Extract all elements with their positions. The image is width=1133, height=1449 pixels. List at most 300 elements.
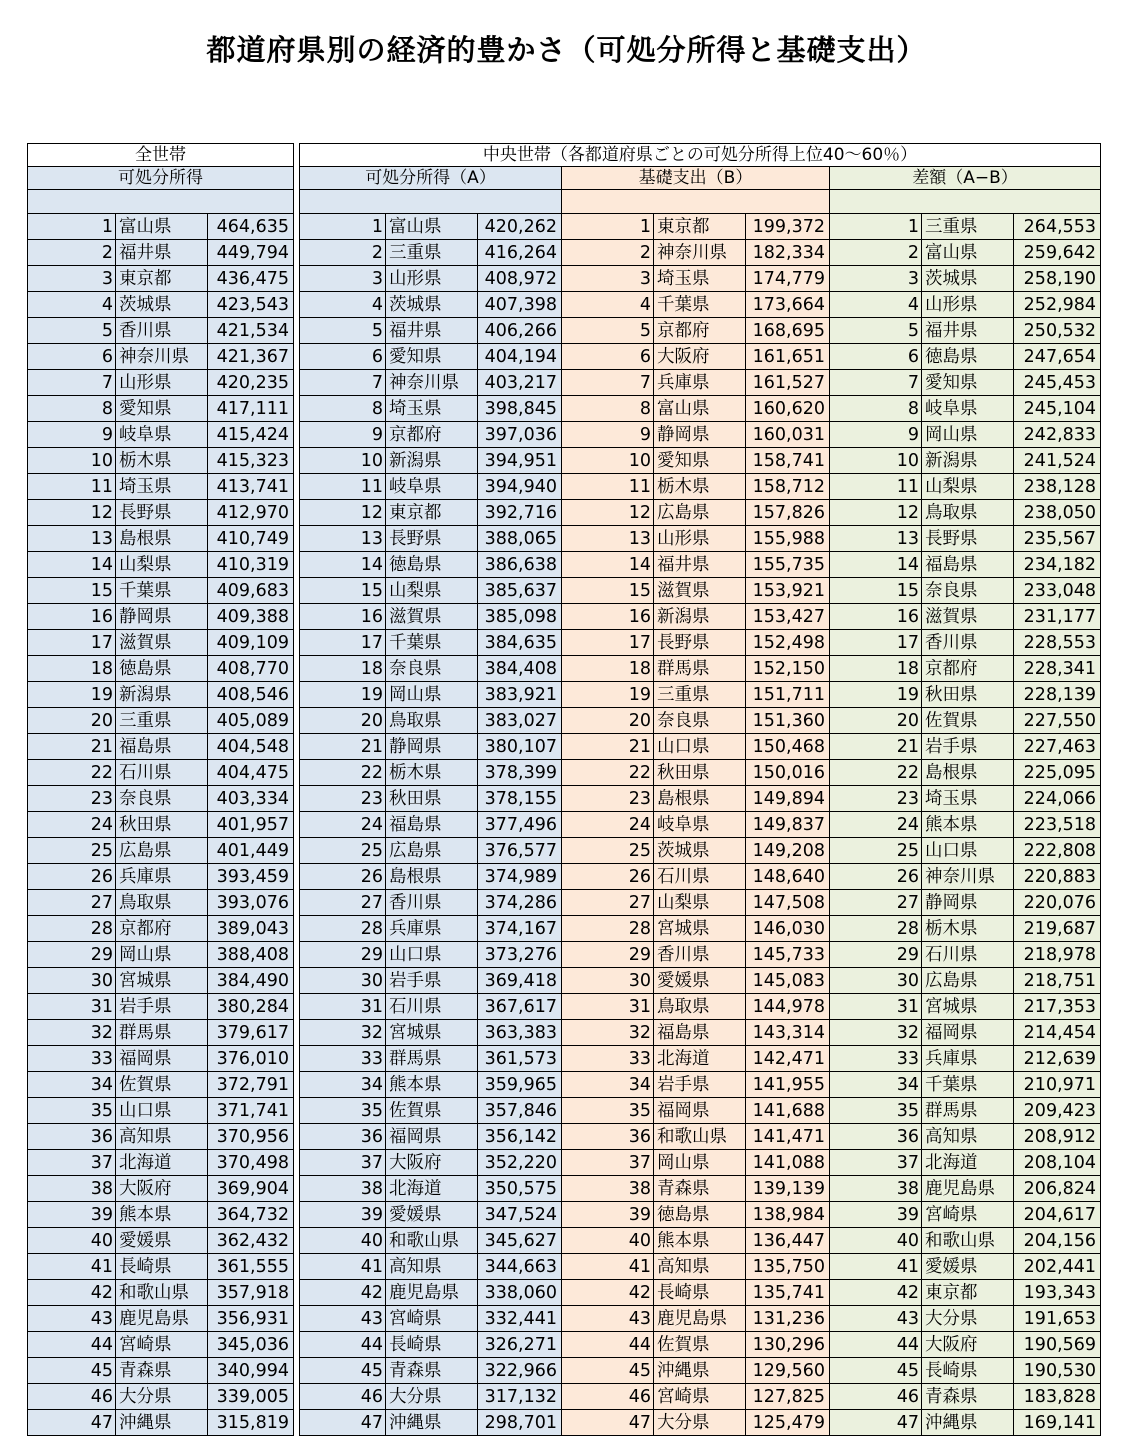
basic-expense-rank-cell: 30: [562, 968, 654, 994]
all-income-prefecture-cell: 静岡県: [116, 604, 208, 630]
mid-income-prefecture-cell: 岡山県: [386, 682, 478, 708]
all-income-prefecture-cell: 山梨県: [116, 552, 208, 578]
difference-rank-cell: 33: [830, 1046, 922, 1072]
mid-income-value-cell: 332,441: [478, 1306, 562, 1332]
mid-income-value-cell: 378,155: [478, 786, 562, 812]
mid-income-prefecture-cell: 京都府: [386, 422, 478, 448]
basic-expense-value-cell: 161,651: [746, 344, 830, 370]
basic-expense-prefecture-cell: 神奈川県: [654, 240, 746, 266]
difference-rank-cell: 24: [830, 812, 922, 838]
difference-value-cell: 233,048: [1014, 578, 1101, 604]
difference-value-cell: 227,550: [1014, 708, 1101, 734]
mid-income-value-cell: 407,398: [478, 292, 562, 318]
basic-expense-value-cell: 157,826: [746, 500, 830, 526]
mid-income-rank-cell: 2: [300, 240, 386, 266]
basic-expense-prefecture-cell: 群馬県: [654, 656, 746, 682]
mid-income-value-cell: 420,262: [478, 214, 562, 240]
difference-value-cell: 247,654: [1014, 344, 1101, 370]
difference-prefecture-cell: 岩手県: [922, 734, 1014, 760]
basic-expense-value-cell: 142,471: [746, 1046, 830, 1072]
mid-income-prefecture-cell: 愛知県: [386, 344, 478, 370]
all-income-rank-cell: 5: [28, 318, 116, 344]
basic-expense-prefecture-cell: 栃木県: [654, 474, 746, 500]
table-row: [28, 1020, 1101, 1046]
basic-expense-value-cell: 168,695: [746, 318, 830, 344]
difference-prefecture-cell: 群馬県: [922, 1098, 1014, 1124]
all-income-value-cell: 410,319: [208, 552, 294, 578]
difference-value-cell: 228,553: [1014, 630, 1101, 656]
all-income-value-cell: 389,043: [208, 916, 294, 942]
basic-expense-value-cell: 160,620: [746, 396, 830, 422]
header-middle-households: 中央世帯（各都道府県ごとの可処分所得上位40～60％）: [300, 144, 1101, 167]
mid-income-value-cell: 374,989: [478, 864, 562, 890]
table-row: [28, 1410, 1101, 1436]
all-income-prefecture-cell: 富山県: [116, 214, 208, 240]
basic-expense-value-cell: 148,640: [746, 864, 830, 890]
mid-income-value-cell: 352,220: [478, 1150, 562, 1176]
basic-expense-rank-cell: 9: [562, 422, 654, 448]
all-income-rank-cell: 19: [28, 682, 116, 708]
difference-rank-cell: 42: [830, 1280, 922, 1306]
difference-value-cell: 245,104: [1014, 396, 1101, 422]
all-income-value-cell: 410,749: [208, 526, 294, 552]
basic-expense-value-cell: 155,988: [746, 526, 830, 552]
basic-expense-rank-cell: 2: [562, 240, 654, 266]
difference-rank-cell: 46: [830, 1384, 922, 1410]
table-row: [28, 1176, 1101, 1202]
basic-expense-rank-cell: 16: [562, 604, 654, 630]
basic-expense-value-cell: 173,664: [746, 292, 830, 318]
mid-income-value-cell: 384,408: [478, 656, 562, 682]
mid-income-rank-cell: 12: [300, 500, 386, 526]
mid-income-rank-cell: 21: [300, 734, 386, 760]
mid-income-value-cell: 345,627: [478, 1228, 562, 1254]
difference-value-cell: 206,824: [1014, 1176, 1101, 1202]
page-title: 都道府県別の経済的豊かさ（可処分所得と基礎支出）: [206, 33, 927, 67]
mid-income-rank-cell: 35: [300, 1098, 386, 1124]
mid-income-value-cell: 367,617: [478, 994, 562, 1020]
mid-income-prefecture-cell: 奈良県: [386, 656, 478, 682]
mid-income-prefecture-cell: 秋田県: [386, 786, 478, 812]
mid-income-prefecture-cell: 鳥取県: [386, 708, 478, 734]
mid-income-rank-cell: 8: [300, 396, 386, 422]
mid-income-prefecture-cell: 長崎県: [386, 1332, 478, 1358]
difference-rank-cell: 40: [830, 1228, 922, 1254]
all-income-value-cell: 449,794: [208, 240, 294, 266]
difference-value-cell: 209,423: [1014, 1098, 1101, 1124]
all-income-prefecture-cell: 奈良県: [116, 786, 208, 812]
all-income-value-cell: 370,956: [208, 1124, 294, 1150]
basic-expense-rank-cell: 22: [562, 760, 654, 786]
mid-income-rank-cell: 26: [300, 864, 386, 890]
difference-prefecture-cell: 愛媛県: [922, 1254, 1014, 1280]
mid-income-rank-cell: 44: [300, 1332, 386, 1358]
mid-income-rank-cell: 7: [300, 370, 386, 396]
mid-income-value-cell: 298,701: [478, 1410, 562, 1436]
mid-income-prefecture-cell: 滋賀県: [386, 604, 478, 630]
basic-expense-rank-cell: 13: [562, 526, 654, 552]
difference-rank-cell: 1: [830, 214, 922, 240]
table-row: [28, 396, 1101, 422]
basic-expense-value-cell: 130,296: [746, 1332, 830, 1358]
mid-income-value-cell: 357,846: [478, 1098, 562, 1124]
difference-prefecture-cell: 富山県: [922, 240, 1014, 266]
basic-expense-value-cell: 146,030: [746, 916, 830, 942]
mid-income-rank-cell: 22: [300, 760, 386, 786]
spacer-cell: [28, 190, 294, 214]
basic-expense-prefecture-cell: 宮城県: [654, 916, 746, 942]
all-income-rank-cell: 41: [28, 1254, 116, 1280]
difference-rank-cell: 23: [830, 786, 922, 812]
basic-expense-prefecture-cell: 兵庫県: [654, 370, 746, 396]
difference-value-cell: 222,808: [1014, 838, 1101, 864]
mid-income-value-cell: 369,418: [478, 968, 562, 994]
mid-income-rank-cell: 36: [300, 1124, 386, 1150]
all-income-rank-cell: 15: [28, 578, 116, 604]
all-income-rank-cell: 26: [28, 864, 116, 890]
mid-income-prefecture-cell: 鹿児島県: [386, 1280, 478, 1306]
basic-expense-prefecture-cell: 岩手県: [654, 1072, 746, 1098]
all-income-prefecture-cell: 鳥取県: [116, 890, 208, 916]
mid-income-prefecture-cell: 長野県: [386, 526, 478, 552]
all-income-rank-cell: 32: [28, 1020, 116, 1046]
header-difference: 差額（A−B）: [830, 167, 1101, 190]
basic-expense-value-cell: 150,016: [746, 760, 830, 786]
difference-prefecture-cell: 鳥取県: [922, 500, 1014, 526]
mid-income-prefecture-cell: 山形県: [386, 266, 478, 292]
basic-expense-rank-cell: 31: [562, 994, 654, 1020]
all-income-rank-cell: 3: [28, 266, 116, 292]
mid-income-value-cell: 403,217: [478, 370, 562, 396]
difference-rank-cell: 41: [830, 1254, 922, 1280]
mid-income-value-cell: 350,575: [478, 1176, 562, 1202]
basic-expense-value-cell: 144,978: [746, 994, 830, 1020]
basic-expense-prefecture-cell: 石川県: [654, 864, 746, 890]
basic-expense-rank-cell: 42: [562, 1280, 654, 1306]
all-income-value-cell: 345,036: [208, 1332, 294, 1358]
basic-expense-rank-cell: 23: [562, 786, 654, 812]
difference-rank-cell: 2: [830, 240, 922, 266]
difference-prefecture-cell: 鹿児島県: [922, 1176, 1014, 1202]
difference-rank-cell: 34: [830, 1072, 922, 1098]
table-row: [28, 240, 1101, 266]
basic-expense-rank-cell: 5: [562, 318, 654, 344]
all-income-rank-cell: 14: [28, 552, 116, 578]
difference-value-cell: 231,177: [1014, 604, 1101, 630]
basic-expense-rank-cell: 43: [562, 1306, 654, 1332]
difference-rank-cell: 43: [830, 1306, 922, 1332]
mid-income-value-cell: 398,845: [478, 396, 562, 422]
difference-prefecture-cell: 宮崎県: [922, 1202, 1014, 1228]
all-income-value-cell: 408,546: [208, 682, 294, 708]
table-row: [28, 786, 1101, 812]
mid-income-rank-cell: 15: [300, 578, 386, 604]
difference-rank-cell: 30: [830, 968, 922, 994]
table-row: [28, 890, 1101, 916]
mid-income-rank-cell: 16: [300, 604, 386, 630]
mid-income-value-cell: 383,027: [478, 708, 562, 734]
mid-income-prefecture-cell: 島根県: [386, 864, 478, 890]
mid-income-value-cell: 416,264: [478, 240, 562, 266]
difference-value-cell: 235,567: [1014, 526, 1101, 552]
mid-income-prefecture-cell: 沖縄県: [386, 1410, 478, 1436]
basic-expense-prefecture-cell: 鹿児島県: [654, 1306, 746, 1332]
all-income-value-cell: 413,741: [208, 474, 294, 500]
difference-value-cell: 208,104: [1014, 1150, 1101, 1176]
difference-rank-cell: 25: [830, 838, 922, 864]
difference-value-cell: 252,984: [1014, 292, 1101, 318]
all-income-value-cell: 357,918: [208, 1280, 294, 1306]
difference-value-cell: 223,518: [1014, 812, 1101, 838]
all-income-rank-cell: 46: [28, 1384, 116, 1410]
difference-rank-cell: 38: [830, 1176, 922, 1202]
difference-prefecture-cell: 兵庫県: [922, 1046, 1014, 1072]
difference-value-cell: 169,141: [1014, 1410, 1101, 1436]
all-income-rank-cell: 29: [28, 942, 116, 968]
difference-prefecture-cell: 栃木県: [922, 916, 1014, 942]
mid-income-rank-cell: 10: [300, 448, 386, 474]
basic-expense-value-cell: 129,560: [746, 1358, 830, 1384]
basic-expense-rank-cell: 7: [562, 370, 654, 396]
basic-expense-value-cell: 149,208: [746, 838, 830, 864]
difference-value-cell: 218,978: [1014, 942, 1101, 968]
table-row: [28, 1306, 1101, 1332]
all-income-value-cell: 370,498: [208, 1150, 294, 1176]
difference-rank-cell: 19: [830, 682, 922, 708]
basic-expense-prefecture-cell: 新潟県: [654, 604, 746, 630]
difference-value-cell: 238,050: [1014, 500, 1101, 526]
ranking-table: [27, 143, 1101, 1436]
mid-income-rank-cell: 11: [300, 474, 386, 500]
all-income-rank-cell: 40: [28, 1228, 116, 1254]
all-income-prefecture-cell: 徳島県: [116, 656, 208, 682]
basic-expense-rank-cell: 37: [562, 1150, 654, 1176]
mid-income-rank-cell: 31: [300, 994, 386, 1020]
ranking-rows: [28, 214, 1101, 1436]
mid-income-value-cell: 376,577: [478, 838, 562, 864]
basic-expense-value-cell: 153,427: [746, 604, 830, 630]
basic-expense-prefecture-cell: 青森県: [654, 1176, 746, 1202]
basic-expense-rank-cell: 44: [562, 1332, 654, 1358]
basic-expense-prefecture-cell: 島根県: [654, 786, 746, 812]
difference-rank-cell: 27: [830, 890, 922, 916]
basic-expense-prefecture-cell: 茨城県: [654, 838, 746, 864]
mid-income-rank-cell: 23: [300, 786, 386, 812]
all-income-value-cell: 408,770: [208, 656, 294, 682]
mid-income-value-cell: 344,663: [478, 1254, 562, 1280]
mid-income-prefecture-cell: 栃木県: [386, 760, 478, 786]
difference-prefecture-cell: 京都府: [922, 656, 1014, 682]
table-row: [28, 708, 1101, 734]
all-income-prefecture-cell: 群馬県: [116, 1020, 208, 1046]
difference-value-cell: 259,642: [1014, 240, 1101, 266]
table-row: [28, 760, 1101, 786]
all-income-value-cell: 404,475: [208, 760, 294, 786]
all-income-prefecture-cell: 広島県: [116, 838, 208, 864]
mid-income-value-cell: 356,142: [478, 1124, 562, 1150]
all-income-rank-cell: 27: [28, 890, 116, 916]
all-income-rank-cell: 31: [28, 994, 116, 1020]
difference-rank-cell: 13: [830, 526, 922, 552]
basic-expense-value-cell: 141,955: [746, 1072, 830, 1098]
table-row: [28, 344, 1101, 370]
basic-expense-rank-cell: 26: [562, 864, 654, 890]
all-income-prefecture-cell: 香川県: [116, 318, 208, 344]
all-income-value-cell: 415,323: [208, 448, 294, 474]
mid-income-value-cell: 373,276: [478, 942, 562, 968]
basic-expense-rank-cell: 40: [562, 1228, 654, 1254]
table-row: [28, 682, 1101, 708]
mid-income-value-cell: 380,107: [478, 734, 562, 760]
mid-income-prefecture-cell: 山梨県: [386, 578, 478, 604]
all-income-rank-cell: 13: [28, 526, 116, 552]
all-income-rank-cell: 22: [28, 760, 116, 786]
table-row: [28, 1072, 1101, 1098]
basic-expense-value-cell: 152,150: [746, 656, 830, 682]
all-income-value-cell: 364,732: [208, 1202, 294, 1228]
mid-income-value-cell: 377,496: [478, 812, 562, 838]
basic-expense-value-cell: 135,741: [746, 1280, 830, 1306]
all-income-rank-cell: 30: [28, 968, 116, 994]
basic-expense-value-cell: 145,083: [746, 968, 830, 994]
difference-prefecture-cell: 山形県: [922, 292, 1014, 318]
all-income-prefecture-cell: 大阪府: [116, 1176, 208, 1202]
all-income-rank-cell: 9: [28, 422, 116, 448]
basic-expense-value-cell: 131,236: [746, 1306, 830, 1332]
basic-expense-value-cell: 127,825: [746, 1384, 830, 1410]
all-income-prefecture-cell: 佐賀県: [116, 1072, 208, 1098]
mid-income-rank-cell: 1: [300, 214, 386, 240]
all-income-value-cell: 415,424: [208, 422, 294, 448]
all-income-rank-cell: 21: [28, 734, 116, 760]
difference-prefecture-cell: 青森県: [922, 1384, 1014, 1410]
basic-expense-rank-cell: 1: [562, 214, 654, 240]
table-row: [28, 422, 1101, 448]
basic-expense-prefecture-cell: 奈良県: [654, 708, 746, 734]
all-income-value-cell: 404,548: [208, 734, 294, 760]
all-income-rank-cell: 2: [28, 240, 116, 266]
basic-expense-rank-cell: 45: [562, 1358, 654, 1384]
mid-income-prefecture-cell: 福岡県: [386, 1124, 478, 1150]
difference-value-cell: 245,453: [1014, 370, 1101, 396]
all-income-prefecture-cell: 岩手県: [116, 994, 208, 1020]
difference-prefecture-cell: 徳島県: [922, 344, 1014, 370]
basic-expense-prefecture-cell: 和歌山県: [654, 1124, 746, 1150]
difference-rank-cell: 9: [830, 422, 922, 448]
all-income-value-cell: 340,994: [208, 1358, 294, 1384]
mid-income-value-cell: 404,194: [478, 344, 562, 370]
basic-expense-prefecture-cell: 佐賀県: [654, 1332, 746, 1358]
all-income-value-cell: 409,388: [208, 604, 294, 630]
basic-expense-prefecture-cell: 埼玉県: [654, 266, 746, 292]
difference-prefecture-cell: 愛知県: [922, 370, 1014, 396]
all-income-prefecture-cell: 茨城県: [116, 292, 208, 318]
difference-rank-cell: 15: [830, 578, 922, 604]
difference-rank-cell: 21: [830, 734, 922, 760]
basic-expense-value-cell: 199,372: [746, 214, 830, 240]
basic-expense-rank-cell: 4: [562, 292, 654, 318]
table-row: [28, 318, 1101, 344]
difference-prefecture-cell: 神奈川県: [922, 864, 1014, 890]
mid-income-rank-cell: 34: [300, 1072, 386, 1098]
mid-income-prefecture-cell: 埼玉県: [386, 396, 478, 422]
difference-value-cell: 183,828: [1014, 1384, 1101, 1410]
basic-expense-rank-cell: 32: [562, 1020, 654, 1046]
mid-income-value-cell: 406,266: [478, 318, 562, 344]
difference-prefecture-cell: 沖縄県: [922, 1410, 1014, 1436]
difference-rank-cell: 6: [830, 344, 922, 370]
basic-expense-value-cell: 158,712: [746, 474, 830, 500]
table-row: [28, 1202, 1101, 1228]
all-income-prefecture-cell: 山形県: [116, 370, 208, 396]
difference-rank-cell: 11: [830, 474, 922, 500]
mid-income-rank-cell: 27: [300, 890, 386, 916]
all-income-value-cell: 315,819: [208, 1410, 294, 1436]
difference-value-cell: 210,971: [1014, 1072, 1101, 1098]
mid-income-prefecture-cell: 福井県: [386, 318, 478, 344]
all-income-rank-cell: 44: [28, 1332, 116, 1358]
table-row: [28, 838, 1101, 864]
all-income-rank-cell: 12: [28, 500, 116, 526]
all-income-value-cell: 393,076: [208, 890, 294, 916]
difference-rank-cell: 16: [830, 604, 922, 630]
all-income-rank-cell: 28: [28, 916, 116, 942]
mid-income-value-cell: 408,972: [478, 266, 562, 292]
difference-value-cell: 218,751: [1014, 968, 1101, 994]
difference-rank-cell: 20: [830, 708, 922, 734]
all-income-rank-cell: 43: [28, 1306, 116, 1332]
difference-rank-cell: 5: [830, 318, 922, 344]
all-income-value-cell: 361,555: [208, 1254, 294, 1280]
basic-expense-rank-cell: 25: [562, 838, 654, 864]
basic-expense-value-cell: 147,508: [746, 890, 830, 916]
difference-prefecture-cell: 千葉県: [922, 1072, 1014, 1098]
basic-expense-prefecture-cell: 沖縄県: [654, 1358, 746, 1384]
difference-value-cell: 190,569: [1014, 1332, 1101, 1358]
basic-expense-prefecture-cell: 愛媛県: [654, 968, 746, 994]
table-row: [28, 1098, 1101, 1124]
basic-expense-prefecture-cell: 山梨県: [654, 890, 746, 916]
mid-income-prefecture-cell: 宮崎県: [386, 1306, 478, 1332]
difference-rank-cell: 22: [830, 760, 922, 786]
basic-expense-prefecture-cell: 広島県: [654, 500, 746, 526]
difference-prefecture-cell: 東京都: [922, 1280, 1014, 1306]
mid-income-value-cell: 322,966: [478, 1358, 562, 1384]
table-row: [28, 1358, 1101, 1384]
all-income-prefecture-cell: 岡山県: [116, 942, 208, 968]
table-row: [28, 1280, 1101, 1306]
all-income-prefecture-cell: 福井県: [116, 240, 208, 266]
table-row: [28, 1254, 1101, 1280]
table-row: [28, 448, 1101, 474]
basic-expense-value-cell: 141,471: [746, 1124, 830, 1150]
difference-prefecture-cell: 長崎県: [922, 1358, 1014, 1384]
all-income-value-cell: 372,791: [208, 1072, 294, 1098]
mid-income-prefecture-cell: 大阪府: [386, 1150, 478, 1176]
all-income-value-cell: 379,617: [208, 1020, 294, 1046]
difference-value-cell: 224,066: [1014, 786, 1101, 812]
difference-prefecture-cell: 広島県: [922, 968, 1014, 994]
all-income-prefecture-cell: 滋賀県: [116, 630, 208, 656]
basic-expense-rank-cell: 11: [562, 474, 654, 500]
mid-income-rank-cell: 40: [300, 1228, 386, 1254]
difference-prefecture-cell: 三重県: [922, 214, 1014, 240]
all-income-rank-cell: 11: [28, 474, 116, 500]
all-income-value-cell: 362,432: [208, 1228, 294, 1254]
table-row: [28, 266, 1101, 292]
spacer-cell: [562, 190, 830, 214]
mid-income-value-cell: 394,951: [478, 448, 562, 474]
